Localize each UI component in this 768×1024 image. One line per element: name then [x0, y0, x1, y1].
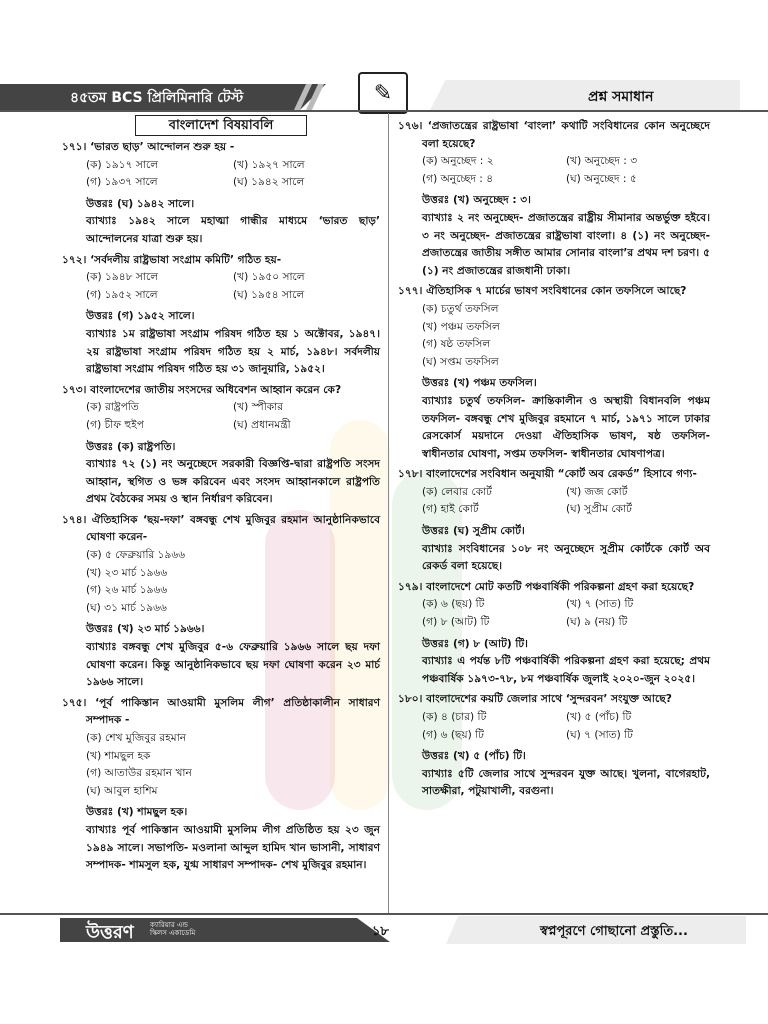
header-right-band — [430, 80, 740, 110]
option: (ক) চতুর্থ তফসিল — [422, 302, 499, 315]
option: (ঘ) ৭ (সাত) টি — [566, 728, 633, 741]
options-grid — [398, 596, 710, 631]
question-stem: ১৭১। ‘ভারত ছাড়’ আন্দোলন শুরু হয় - — [62, 141, 235, 153]
answer: উত্তরঃ (খ) অনুচ্ছেদ : ৩। — [422, 194, 531, 207]
right-column — [398, 115, 710, 801]
explanation: ব্যাখ্যাঃ ১ম রাষ্ট্রভাষা সংগ্রাম পরিষদ গঠিত হয় ১ অক্টোবর, ১৯৪৭। ২য় রাষ্ট্রভাষা সংগ্রাম পরিষদ গঠিত হয় ২ মার্চ, ১৯৪৮। সর্বদলীয় রাষ্ট্রভাষা সংগ্রাম পরিষদ গঠিত হয় ৩১ জানুয়ারি, ১৯৫২। — [86, 327, 380, 376]
question-171 — [62, 139, 380, 249]
footer-tagline: স্বপ্নপূরণে গোছানো প্রস্তুতি... — [540, 924, 688, 939]
option: (ঘ) অনুচ্ছেদ : ৫ — [566, 172, 637, 185]
answer: উত্তরঃ (খ) ২৩ মার্চ ১৯৬৬। — [86, 623, 205, 636]
answer: উত্তরঃ (ঘ) ১৯৪২ সালে। — [86, 197, 195, 210]
options-grid — [62, 157, 380, 192]
explanation: ব্যাখ্যাঃ বঙ্গবন্ধু শেখ মুজিবুর ৫-৬ ফেব্রুয়ারি ১৯৬৬ সালে ছয় দফা ঘোষণা করেন। কিন্তু আনুষ্ঠানিকভাবে ছয় দফা ঘোষণা করেন ২৩ মার্চ ১৯৬৬ সালে। — [86, 641, 380, 689]
option: (ঘ) ৯ (নয়) টি — [566, 616, 628, 629]
option: (খ) পঞ্চম তফসিল — [422, 320, 500, 333]
explanation: ব্যাখ্যাঃ ৫টি জেলার সাথে সুন্দরবন যুক্ত আছে। খুলনা, বাগেরহাট, সাতক্ষীরা, পটুয়াখালী, বরগুনা। — [422, 767, 710, 798]
explanation: ব্যাখ্যাঃ ৭২ (১) নং অনুচ্ছেদে সরকারী বিজ্ঞপ্তি-দ্বারা রাষ্ট্রপতি সংসদ আহ্বান, স্থগিত ও ভঙ্গ করিবেন এবং সংসদ আহ্বানকালে রাষ্ট্রপতি প্রথম বৈঠকের সময় ও স্থান নির্ধারণ করিবেন। — [86, 458, 380, 506]
answer: উত্তরঃ (গ) ৮ (আট) টি। — [422, 637, 528, 650]
question-stem: ১৭৬। ‘প্রজাতন্ত্রের রাষ্ট্রভাষা ‘বাংলা’ কথাটি সংবিধানের কোন অনুচ্ছেদে বলা হয়েছে? — [398, 120, 710, 150]
options-grid — [398, 153, 710, 188]
question-stem: ১৭৫। ‘পূর্ব পাকিস্তান আওয়ামী মুসলিম লীগ’ প্রতিষ্ঠাকালীন সাধারণ সম্পাদক - — [62, 696, 380, 727]
option: (ক) লেবার কোর্ট — [422, 485, 492, 498]
option: (ক) শেখ মুজিবুর রহমান — [86, 732, 187, 744]
footer-brand: উত্তরণ — [86, 922, 134, 943]
option: (ঘ) প্রধানমন্ত্রী — [233, 418, 291, 431]
question-stem: ১৭৭। ঐতিহাসিক ৭ মার্চের ভাষণ সংবিধানের কোন তফসিলে আছে? — [398, 285, 687, 298]
option: (খ) ১৯৫০ সালে — [233, 271, 305, 284]
option: (খ) ৭ (সাত) টি — [566, 598, 634, 611]
question-176 — [398, 118, 710, 280]
answer: উত্তরঃ (খ) পঞ্চম তফসিল। — [422, 377, 537, 390]
question-stem: ১৭৪। ঐতিহাসিক ‘ছয়-দফা’ বঙ্গবন্ধু শেখ মুজিবুর রহমান আনুষ্ঠানিকভাবে ঘোষণা করেন- — [62, 513, 380, 544]
option: (ক) ৬ (ছয়) টি — [422, 598, 485, 611]
option: (গ) ১৯৩৭ সালে — [86, 176, 158, 189]
option: (গ) আতাউর রহমান খান — [86, 767, 192, 780]
question-179 — [398, 579, 710, 689]
question-stem: ১৭৯। বাংলাদেশে মোট কতটি পঞ্চবার্ষিকী পরিকল্পনা গ্রহণ করা হয়েছে? — [398, 580, 695, 593]
footer-rule — [0, 913, 768, 915]
header-rule — [0, 110, 768, 112]
answer: উত্তরঃ (ক) রাষ্ট্রপতি। — [86, 440, 176, 453]
question-172 — [62, 252, 380, 379]
option: (ঘ) ১৯৪২ সালে — [233, 176, 305, 189]
option: (খ) স্পীকার — [233, 401, 284, 414]
options-list — [398, 301, 710, 371]
option: (খ) ৫ (পাঁচ) টি — [566, 711, 632, 723]
answer: উত্তরঃ (গ) ১৯৫২ সালে। — [86, 310, 195, 323]
footer-brand-sub-2: স্কিলস একাডেমি — [150, 929, 196, 937]
section-title: বাংলাদেশ বিষয়াবলি — [135, 115, 307, 136]
options-grid — [62, 399, 380, 434]
option: (ঘ) সুপ্রীম কোর্ট — [566, 503, 632, 516]
answer: উত্তরঃ (খ) ৫ (পাঁচ) টি। — [422, 750, 526, 763]
page-number: ১৮ — [372, 924, 389, 939]
option: (ঘ) ১৯৫৪ সালে — [233, 288, 305, 301]
question-stem: ১৮০। বাংলাদেশের কয়টি জেলার সাথে ‘সুন্দরবন’ সংযুক্ত আছে? — [398, 693, 672, 706]
option: (গ) ৮ (আট) টি — [422, 616, 490, 629]
question-180 — [398, 691, 710, 801]
options-grid — [398, 709, 710, 744]
option: (গ) ষষ্ঠ তফসিল — [422, 338, 491, 351]
explanation: ব্যাখ্যাঃ সংবিধানের ১০৮ নং অনুচ্ছেদে সুপ্রীম কোর্টকে কোর্ট অব রেকর্ড বলা হয়েছে। — [422, 542, 710, 573]
options-list — [62, 547, 380, 617]
footer-brand-sub-1: ক্যারিয়ার এন্ড — [150, 921, 188, 929]
question-175 — [62, 695, 380, 875]
book-pen-icon: ✎ — [358, 72, 408, 114]
option: (গ) অনুচ্ছেদ : ৪ — [422, 172, 494, 185]
option: (ক) ৪ (চার) টি — [422, 711, 487, 723]
option: (ক) ৫ ফেব্রুয়ারি ১৯৬৬ — [86, 549, 186, 562]
answer: উত্তরঃ (খ) শামছুল হক। — [86, 806, 188, 819]
footer-brand-subtitle — [150, 921, 195, 937]
option: (ঘ) সপ্তম তফসিল — [422, 355, 499, 368]
option: (খ) অনুচ্ছেদ : ৩ — [566, 155, 638, 168]
options-list — [62, 730, 380, 800]
question-stem: ১৭২। ‘সর্বদলীয় রাষ্ট্রভাষা সংগ্রাম কমিটি’ গঠিত হয়- — [62, 253, 282, 266]
option: (ক) রাষ্ট্রপতি — [86, 401, 139, 414]
question-178 — [398, 466, 710, 576]
explanation: ব্যাখ্যাঃ চতুর্থ তফসিল- ক্রান্তিকালীন ও অস্থায়ী বিধানবলি পঞ্চম তফসিল- বঙ্গবন্ধু শেখ মুজিবুর রহমানে ৭ মার্চ, ১৯৭১ সালে ঢাকার রেসকোর্স ময়দানে দেওয়া ঐতিহাসিক ভাষণ, ষষ্ঠ তফসিল- স্বাধীনতার ঘোষণা, সপ্তম তফসিল- স্বাধীনতার ঘোষণাপত্র। — [422, 394, 710, 460]
option: (ক) ১৯১৭ সালে — [86, 158, 159, 171]
question-stem: ১৭৩। বাংলাদেশের জাতীয় সংসদের অধিবেশন আহ্বান করেন কে? — [62, 383, 342, 396]
question-stem: ১৭৮। বাংলাদেশের সংবিধান অনুযায়ী “কোর্ট অব রেকর্ড” হিসাবে গণ্য- — [398, 468, 697, 481]
option: (গ) চীফ হুইপ — [86, 418, 144, 431]
column-divider — [388, 113, 389, 913]
option: (খ) শামছুল হক — [86, 749, 151, 762]
option: (গ) ৬ (ছয়) টি — [422, 728, 484, 741]
option: (ক) ১৯৪৮ সালে — [86, 271, 159, 284]
explanation: ব্যাখ্যাঃ ২ নং অনুচ্ছেদ- প্রজাতন্ত্রের রাষ্ট্রীয় সীমানার অন্তর্ভুক্ত হইবে। ৩ নং অনুচ্ছেদ- প্রজাতন্ত্রের রাষ্ট্রভাষা বাংলা। ৪ (১) নং অনুচ্ছেদ- প্রজাতন্ত্রের জাতীয় সঙ্গীত আমার সোনার বাংলা’র প্রথম দশ চরণ। ৫ (১) নং প্রজাতন্ত্রের রাজধানী ঢাকা। — [422, 211, 710, 277]
option: (ঘ) ৩১ মার্চ ১৯৬৬ — [86, 601, 167, 614]
question-177 — [398, 283, 710, 463]
option: (গ) হাই কোর্ট — [422, 503, 479, 516]
explanation: ব্যাখ্যাঃ পূর্ব পাকিস্তান আওয়ামী মুসলিম লীগ প্রতিষ্ঠিত হয় ২৩ জুন ১৯৪৯ সালে। সভাপতি- মওলানা আব্দুল হামিদ খান ভাসানী, সাধারণ সম্পাদক- শামসুল হক, যুগ্ম সাধারণ সম্পাদক- শেখ মুজিবুর রহমান। — [86, 823, 380, 872]
explanation: ব্যাখ্যাঃ ১৯৪২ সালে মহাত্মা গান্ধীর মাধ্যমে ‘ভারত ছাড়’ আন্দোলনের যাত্রা শুরু হয়। — [86, 215, 380, 245]
question-173 — [62, 382, 380, 509]
header-right-title: প্রশ্ন সমাধান — [588, 89, 654, 105]
header-left-title: ৪৫তম BCS প্রিলিমিনারি টেস্ট — [70, 90, 244, 106]
option: (খ) ১৯২৭ সালে — [233, 158, 305, 171]
answer: উত্তরঃ (ঘ) সুপ্রীম কোর্ট। — [422, 525, 525, 538]
question-174 — [62, 512, 380, 692]
option: (গ) ১৯৫২ সালে — [86, 288, 158, 301]
options-grid — [398, 484, 710, 519]
option: (ক) অনুচ্ছেদ : ২ — [422, 155, 494, 168]
options-grid — [62, 269, 380, 304]
option: (ঘ) আবুল হাশিম — [86, 784, 158, 797]
explanation: ব্যাখ্যাঃ এ পর্যন্ত ৮টি পঞ্চবার্ষিকী পরিকল্পনা গ্রহণ করা হয়েছে; প্রথম পঞ্চবার্ষিক ১৯৭৩-৭৮, ৮ম পঞ্চবার্ষিক জুলাই ২০২০-জুন ২০২৫। — [422, 655, 710, 685]
option: (খ) জজ কোর্ট — [566, 485, 628, 498]
left-column — [62, 115, 380, 875]
option: (খ) ২৩ মার্চ ১৯৬৬ — [86, 566, 168, 579]
option: (গ) ২৬ মার্চ ১৯৬৬ — [86, 584, 168, 597]
